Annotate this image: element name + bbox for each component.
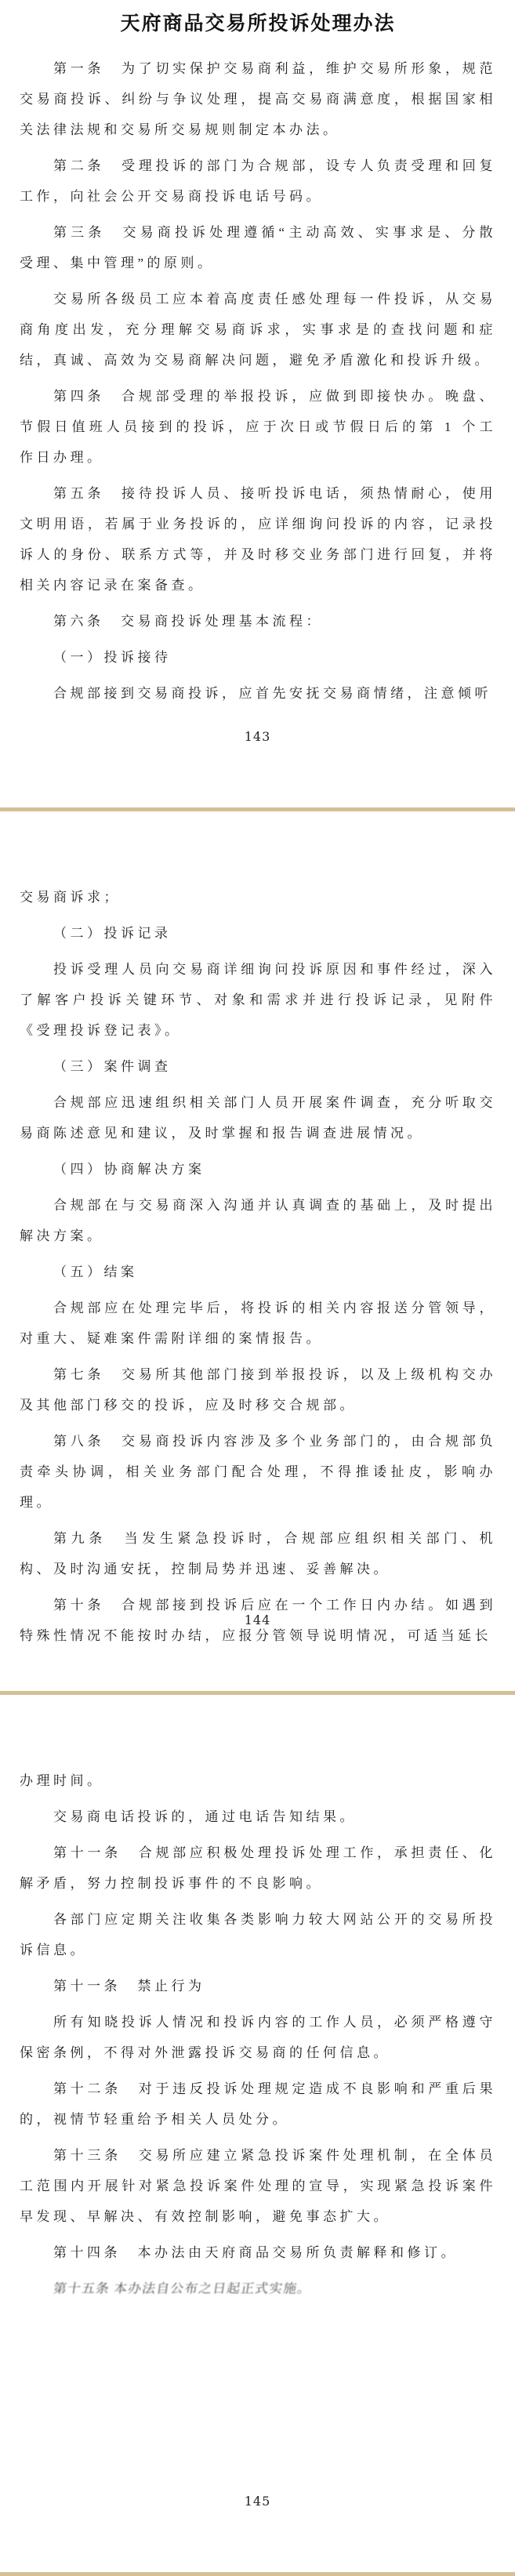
paragraph: 交易所各级员工应本着高度责任感处理每一件投诉，从交易商角度出发，充分理解交易商诉求，实事求是的查找问题和症结，真诚、高效为交易商解决问题，避免矛盾激化和投诉升级。	[20, 292, 496, 368]
paragraph: 办理时间。	[20, 1773, 104, 1788]
page-body	[20, 1765, 496, 2304]
paragraph: 第九条 当发生紧急投诉时，合规部应组织相关部门、机构、及时沟通安抚，控制局势并迅速、妥善解决。	[20, 1531, 496, 1576]
page-number: 145	[244, 2494, 271, 2509]
paragraph: 第十一条 合规部应积极处理投诉处理工作，承担责任、化解矛盾，努力控制投诉事件的不良影响。	[20, 1845, 496, 1891]
paragraph: （五）结案	[53, 1264, 138, 1279]
page-body	[20, 53, 496, 709]
paragraph: 合规部应在处理完毕后，将投诉的相关内容报送分管领导，对重大、疑难案件需附详细的案情报告。	[20, 1301, 496, 1346]
paragraph: 第十五条 本办法自公布之日起正式实施。	[52, 2281, 313, 2296]
paragraph: 各部门应定期关注收集各类影响力较大网站公开的交易所投诉信息。	[20, 1912, 496, 1957]
page-divider	[0, 2572, 515, 2576]
page-title: 天府商品交易所投诉处理办法	[120, 12, 396, 34]
page-143	[0, 0, 515, 811]
page-body	[20, 882, 496, 1651]
paragraph: 交易商诉求；	[20, 890, 121, 905]
paragraph: 投诉受理人员向交易商详细询问投诉原因和事件经过，深入了解客户投诉关键环节、对象和需求并进行投诉记录，见附件《受理投诉登记表》。	[20, 962, 496, 1038]
paragraph: 合规部应迅速组织相关部门人员开展案件调查，充分听取交易商陈述意见和建议，及时掌握和报告调查进展情况。	[20, 1095, 496, 1141]
paragraph: 第三条 交易商投诉处理遵循“主动高效、实事求是、分散受理、集中管理”的原则。	[20, 225, 496, 270]
page-number: 143	[244, 729, 271, 744]
paragraph: 第十一条 禁止行为	[53, 1979, 205, 1994]
paragraph: 合规部在与交易商深入沟通并认真调查的基础上，及时提出解决方案。	[20, 1198, 496, 1243]
paragraph: 所有知晓投诉人情况和投诉内容的工作人员，必须严格遵守保密条例，不得对外泄露投诉交易商的任何信息。	[20, 2015, 496, 2060]
paragraph: 第十二条 对于违反投诉处理规定造成不良影响和严重后果的，视情节轻重给予相关人员处分。	[20, 2081, 496, 2127]
paragraph: （四）协商解决方案	[53, 1162, 205, 1177]
paragraph: （一）投诉接待	[53, 650, 172, 665]
paragraph: 交易商电话投诉的，通过电话告知结果。	[53, 1809, 357, 1824]
paragraph: 第六条 交易商投诉处理基本流程：	[53, 614, 323, 629]
paragraph: 第八条 交易商投诉内容涉及多个业务部门的，由合规部负责牵头协调，相关业务部门配合处理，不得推诿扯皮，影响办理。	[20, 1434, 496, 1510]
paragraph: 合规部接到交易商投诉，应首先安抚交易商情绪，注意倾听	[53, 686, 491, 701]
paragraph: 第二条 受理投诉的部门为合规部，设专人负责受理和回复工作，向社会公开交易商投诉电话号码。	[20, 158, 496, 204]
paragraph: 第一条 为了切实保护交易商利益，维护交易所形象，规范交易商投诉、纠纷与争议处理，提高交易商满意度，根据国家相关法律法规和交易所交易规则制定本办法。	[20, 61, 496, 137]
paragraph: 第十三条 交易所应建立紧急投诉案件处理机制，在全体员工范围内开展针对紧急投诉案件处理的宣导，实现紧急投诉案件早发现、早解决、有效控制影响，避免事态扩大。	[20, 2148, 496, 2224]
paragraph: （三）案件调查	[53, 1059, 172, 1074]
paragraph: （二）投诉记录	[53, 926, 172, 941]
page-144	[0, 811, 515, 1695]
page-145	[0, 1695, 515, 2576]
paragraph: 第十四条 本办法由天府商品交易所负责解释和修订。	[53, 2245, 458, 2260]
paragraph: 第十条 合规部接到投诉后应在一个工作日内办结。如遇到特殊性情况不能按时办结，应报分管领导说明情况，可适当延长	[20, 1598, 496, 1643]
paragraph: 第五条 接待投诉人员、接听投诉电话，须热情耐心，使用文明用语，若属于业务投诉的，应详细询问投诉的内容，记录投诉人的身份、联系方式等，并及时移交业务部门进行回复，并将相关内容记录在案备查。	[20, 486, 496, 593]
paragraph: 第四条 合规部受理的举报投诉，应做到即接快办。晚盘、节假日值班人员接到的投诉，应于次日或节假日后的第 1 个工作日办理。	[20, 389, 496, 465]
page-number: 144	[244, 1613, 271, 1627]
paragraph: 第七条 交易所其他部门接到举报投诉，以及上级机构交办及其他部门移交的投诉，应及时移交合规部。	[20, 1367, 496, 1413]
